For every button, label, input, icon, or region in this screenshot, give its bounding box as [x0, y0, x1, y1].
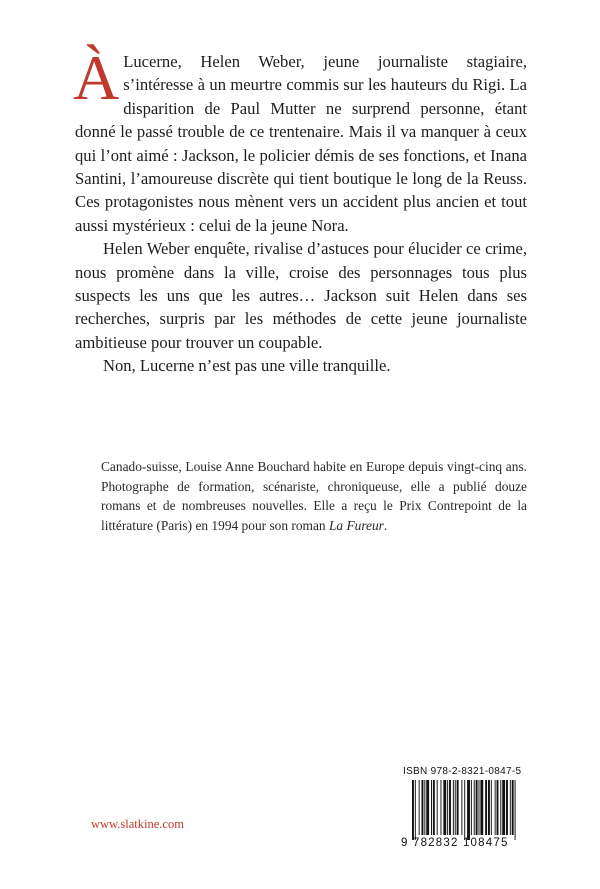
book-title: La Fureur	[328, 517, 384, 533]
drop-cap: À	[73, 42, 120, 113]
isbn-label: ISBN 978-2-8321-0847-5	[403, 766, 522, 777]
blurb-paragraph-3: Non, Lucerne n’est pas une ville tranquille.	[103, 356, 391, 376]
blurb-paragraph-1-text: Lucerne, Helen Weber, jeune journaliste stagiaire, s’intéresse à un meurtre commis sur les hauteurs du Rigi. La disparition de Paul Mutter ne surprend personne, étant donné le passé trouble de ce trentenaire. Mais il va manquer à ceux qui l’ont aimé : Jackson, le policier démis de ses fonctions, et Inana Santini, l’amoureuse discrète qui tient boutique le long de la Reuss. Ces protagonistes nous mènent vers un accident plus ancien et tout aussi mystérieux : celui de la jeune Nora.	[75, 52, 527, 235]
barcode-icon	[401, 780, 533, 840]
author-bio-text: Canado-suisse, Louise Anne Bouchard habite en Europe depuis vingt-cinq ans. Photographe de formation, scénariste, chroniqueuse, elle a publié douze romans et de nombreuses nouvelles. Elle a reçu le Prix Contrepoint de la littérature (Paris) en 1994 pour son roman	[101, 459, 527, 533]
blurb-paragraph-2: Helen Weber enquête, rivalise d’astuces pour élucider ce crime, nous promène dans la ville, croise des personnages tous plus suspects les uns que les autres… Jackson suit Helen dans ses recherches, surpris par les méthodes de cette jeune journaliste ambitieuse pour trouver un coupable.	[75, 239, 527, 352]
author-bio-end: .	[383, 517, 388, 533]
barcode-digits: 9 782832 108475	[401, 837, 509, 849]
barcode	[401, 780, 533, 852]
author-bio	[101, 457, 527, 535]
back-cover-blurb	[73, 42, 527, 378]
author-bio-paragraph	[101, 457, 527, 535]
blurb-paragraph-1	[73, 42, 527, 237]
publisher-website[interactable]: www.slatkine.com	[91, 817, 184, 831]
